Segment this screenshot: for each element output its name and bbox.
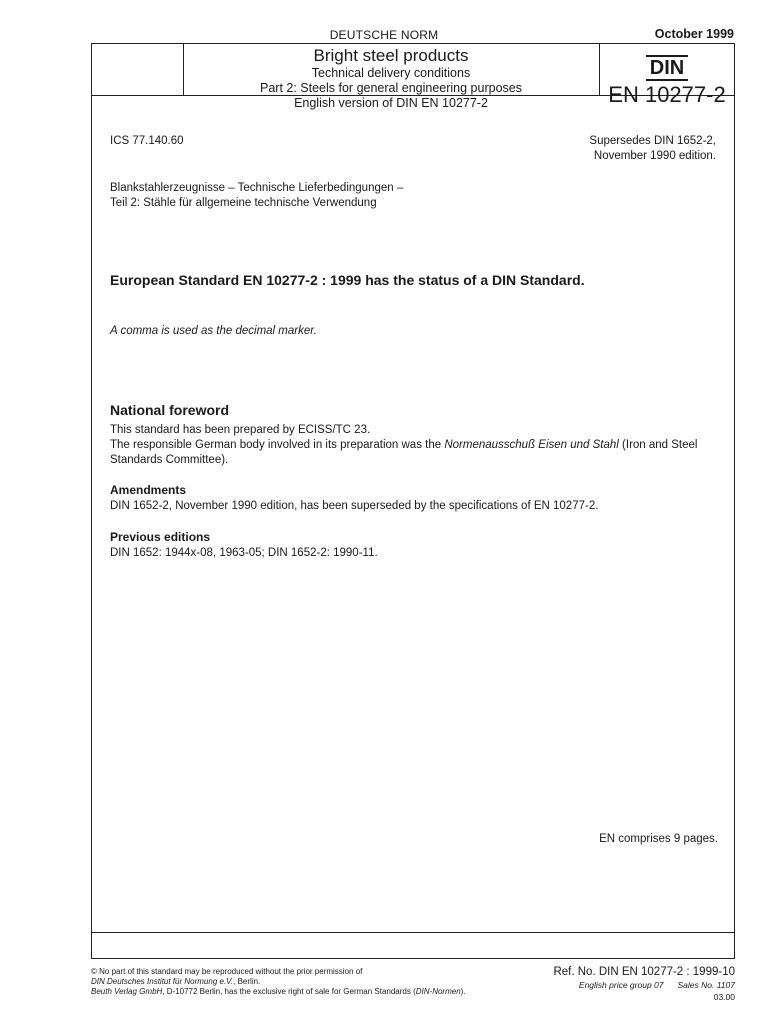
foreword-line-2 [110,438,722,468]
reference-number: Ref. No. DIN EN 10277-2 : 1999-10 [553,966,735,978]
publisher-text: , D-10772 Berlin, has the exclusive right of sale for German Standards ( [162,987,416,996]
copyright-icon: © [91,967,97,976]
supersedes-note [589,134,716,164]
document-subtitle-1: Technical delivery conditions [311,66,471,80]
copyright-line-2 [91,977,466,987]
din-logo-text: DIN [646,55,688,81]
din-institute: DIN Deutsches Institut für Normung e.V. [91,977,234,986]
din-normen: DIN-Normen [415,987,461,996]
decimal-marker-note: A comma is used as the decimal marker. [110,325,317,337]
publisher-name: Beuth Verlag GmbH [91,987,163,996]
previous-editions-text: DIN 1652: 1944x-08, 1963-05; DIN 1652-2: 1990-11. [110,547,378,559]
amendments-text: DIN 1652-2, November 1990 edition, has been superseded by the specifications of EN 10277-2. [110,500,599,512]
copyright-line-3 [91,987,466,997]
supersedes-line-2: November 1990 edition. [593,150,716,162]
copyright-notice [91,967,466,997]
amendments-heading: Amendments [110,483,187,497]
committee-name: Normenausschuß Eisen und Stahl [444,439,619,451]
copyright-city: , Berlin. [233,977,261,986]
document-title: Bright steel products [313,46,469,65]
status-statement: European Standard EN 10277-2 : 1999 has the status of a DIN Standard. [110,272,585,288]
german-title-line-2: Teil 2: Stähle für allgemeine technische Verwendung [110,197,377,209]
publisher-text-end: ). [460,987,466,996]
foreword-text-end: (Iron and Steel Standards Committee). [110,439,698,466]
foreword-line-1: This standard has been prepared by ECISS/TC 23. [110,424,371,436]
standard-number: EN 10277-2 [608,82,726,107]
ics-code: ICS 77.140.60 [110,135,184,147]
publication-date: October 1999 [654,27,734,41]
document-subtitle-2: Part 2: Steels for general engineering purposes [260,81,522,95]
german-title [110,181,403,211]
national-foreword-body [110,423,722,468]
footer-divider [92,932,734,933]
din-logo [600,55,734,81]
copyright-line-1 [91,967,466,977]
german-title-line-1: Blankstahlerzeugnisse – Technische Lieferbedingungen – [110,182,404,194]
edition-code: 03.00 [713,992,735,1002]
document-type-header: DEUTSCHE NORM [329,28,439,42]
title-block [183,46,599,111]
document-subtitle-3: English version of DIN EN 10277-2 [294,96,488,110]
page-count-note: EN comprises 9 pages. [599,833,718,845]
supersedes-line-1: Supersedes DIN 1652-2, [589,135,716,147]
previous-editions-heading: Previous editions [110,530,211,544]
price-info [579,980,735,990]
sales-number: Sales No. 1107 [677,980,735,990]
copyright-text: No part of this standard may be reproduced without the prior permission of [96,967,363,976]
national-foreword-heading: National foreword [110,402,230,418]
foreword-text: The responsible German body involved in its preparation was the [110,439,445,451]
price-group: English price group 07 [578,980,664,990]
